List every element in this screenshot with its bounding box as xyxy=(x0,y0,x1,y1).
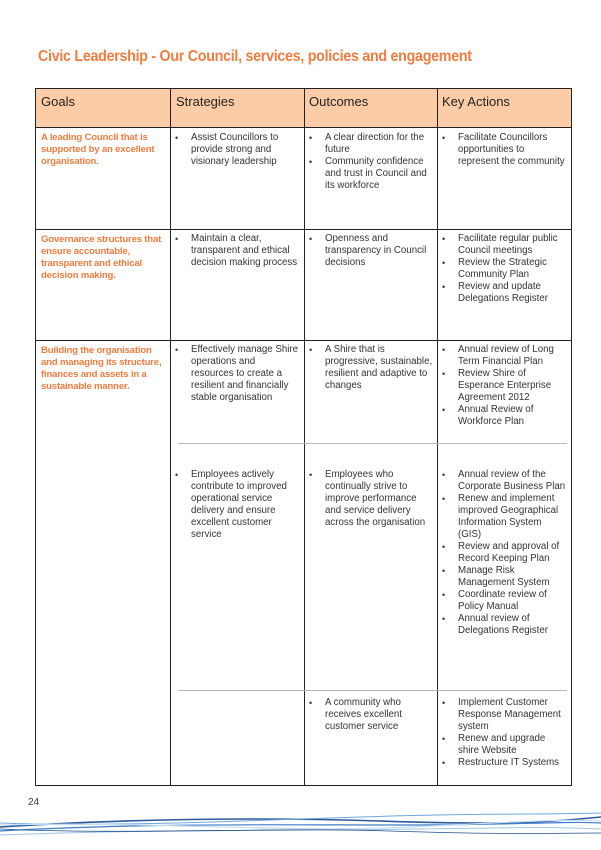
strategies-list xyxy=(175,344,299,404)
strategies-list xyxy=(175,469,299,541)
header-strategies: Strategies xyxy=(176,94,235,109)
list-item: • Facilitate Councillors opportunities to represent the community xyxy=(442,132,566,168)
goals-table xyxy=(35,88,572,786)
list-item: • Renew and implement improved Geographical Information System (GIS) xyxy=(442,493,566,541)
list-item: • Annual Review of Workforce Plan xyxy=(442,404,566,428)
page-number: 24 xyxy=(28,797,40,808)
outcomes-list xyxy=(309,469,434,529)
list-item: • Maintain a clear, transparent and ethical decision making process xyxy=(175,233,299,269)
outcomes-list xyxy=(309,233,434,269)
goal-text: A leading Council that is supported by an excellent organisation. xyxy=(41,132,155,167)
list-item: • Manage Risk Management System xyxy=(442,565,566,589)
list-item: • Review Shire of Esperance Enterprise Agreement 2012 xyxy=(442,368,566,404)
list-item: • Community confidence and trust in Council and its workforce xyxy=(309,156,434,192)
actions-list xyxy=(442,469,566,637)
column-divider xyxy=(437,89,438,785)
outcomes-list xyxy=(309,344,434,392)
list-item: • Renew and upgrade shire Website xyxy=(442,733,566,757)
goal-text: Building the organisation and managing its structure, finances and assets in a sustainable manner. xyxy=(41,345,162,392)
list-item: • Assist Councillors to provide strong and visionary leadership xyxy=(175,132,299,168)
row-divider xyxy=(178,443,567,444)
list-item: • A clear direction for the future xyxy=(309,132,434,156)
row-divider xyxy=(36,340,571,341)
decorative-wave-footer xyxy=(0,805,601,850)
header-key-actions: Key Actions xyxy=(442,94,510,109)
list-item: • Effectively manage Shire operations and resources to create a resilient and financially stable organisation xyxy=(175,344,299,404)
actions-list xyxy=(442,132,566,168)
list-item: • Restructure IT Systems xyxy=(442,757,566,769)
row-divider xyxy=(178,690,567,691)
list-item: • Implement Customer Response Management system xyxy=(442,697,566,733)
list-item: • Annual review of Delegations Register xyxy=(442,613,566,637)
list-item: • Facilitate regular public Council meetings xyxy=(442,233,566,257)
list-item: • A Shire that is progressive, sustainable, resilient and adaptive to changes xyxy=(309,344,434,392)
outcomes-list xyxy=(309,697,434,733)
strategies-list xyxy=(175,233,299,269)
actions-list xyxy=(442,344,566,428)
header-outcomes: Outcomes xyxy=(309,94,369,109)
strategies-list xyxy=(175,132,299,168)
outcomes-list xyxy=(309,132,434,192)
goal-text: Governance structures that ensure accountable, transparent and ethical decision making. xyxy=(41,234,162,281)
column-divider xyxy=(304,89,305,785)
list-item: • Coordinate review of Policy Manual xyxy=(442,589,566,613)
list-item: • A community who receives excellent customer service xyxy=(309,697,434,733)
list-item: • Employees who continually strive to improve performance and service delivery across the organisation xyxy=(309,469,434,529)
list-item: • Review and approval of Record Keeping Plan xyxy=(442,541,566,565)
list-item: • Annual review of the Corporate Business Plan xyxy=(442,469,566,493)
list-item: • Openness and transparency in Council decisions xyxy=(309,233,434,269)
row-divider xyxy=(36,229,571,230)
list-item: • Annual review of Long Term Financial Plan xyxy=(442,344,566,368)
header-goals: Goals xyxy=(41,94,75,109)
list-item: • Review and update Delegations Register xyxy=(442,281,566,305)
column-divider xyxy=(170,89,171,785)
actions-list xyxy=(442,697,566,769)
actions-list xyxy=(442,233,566,305)
list-item: • Employees actively contribute to improved operational service delivery and ensure excellent customer service xyxy=(175,469,299,541)
page-title: Civic Leadership - Our Council, services, policies and engagement xyxy=(38,48,472,65)
list-item: • Review the Strategic Community Plan xyxy=(442,257,566,281)
